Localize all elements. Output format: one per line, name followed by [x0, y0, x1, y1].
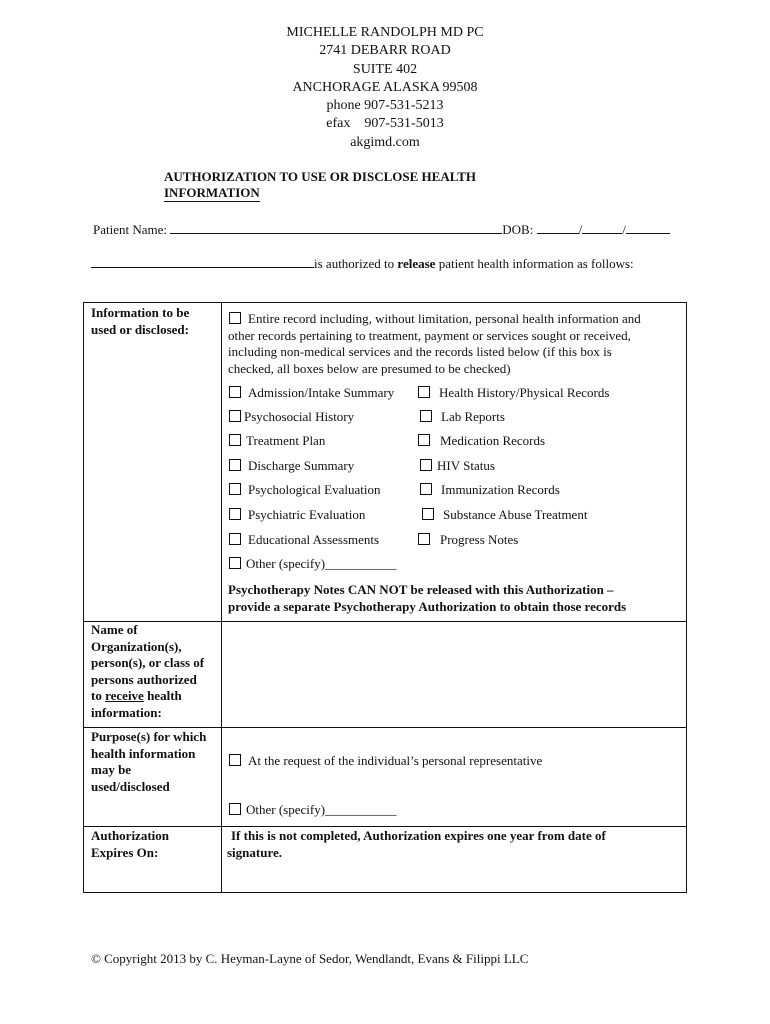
practice-website: akgimd.com [350, 134, 420, 150]
psychotherapy-note-line: provide a separate Psychotherapy Authorization to obtain those records [228, 598, 627, 614]
practice-header [0, 24, 770, 152]
info-used-label-line: used or disclosed: [91, 321, 189, 337]
patient-name-field[interactable] [170, 233, 502, 234]
purpose-label-line: health information [91, 745, 196, 761]
form-title-line2-text: INFORMATION [164, 185, 260, 200]
record-option-immunization [420, 482, 560, 498]
recipient-label-line: person(s), or class of [91, 655, 205, 670]
table-border-right [686, 302, 687, 893]
form-title [164, 169, 476, 202]
practice-name: MICHELLE RANDOLPH MD PC [286, 25, 484, 40]
hiv-checkbox[interactable] [420, 459, 432, 471]
psychotherapy-note [228, 582, 626, 615]
record-option-psychosocial [229, 409, 354, 425]
expires-note-line: If this is not completed, Authorization expires one year from date of [231, 828, 606, 843]
lab-label: Lab Reports [441, 409, 505, 424]
recipient-label-line: Organization(s), [91, 638, 182, 654]
recipient-label-line: information: [91, 704, 162, 720]
record-option-lab [420, 409, 505, 425]
representative-checkbox[interactable] [229, 754, 241, 766]
treatment-plan-label: Treatment Plan [246, 433, 326, 448]
immunization-label: Immunization Records [441, 482, 560, 497]
recipient-field[interactable] [224, 624, 684, 724]
table-border-top [83, 302, 687, 303]
record-option-psychological [229, 482, 381, 498]
record-option-health-history [418, 385, 609, 401]
entire-record-block [228, 311, 641, 377]
substance-label: Substance Abuse Treatment [443, 507, 588, 522]
dob-month-field[interactable] [537, 233, 579, 234]
psychiatric-checkbox[interactable] [229, 508, 241, 520]
purpose-label-line: may be [91, 762, 132, 777]
release-bold-word: release [397, 256, 436, 271]
treatment-plan-checkbox[interactable] [229, 434, 241, 446]
purpose-option-representative [229, 753, 542, 769]
psychological-label: Psychological Evaluation [248, 482, 381, 497]
release-post-text: patient health information as follows: [435, 256, 634, 271]
record-option-hiv [420, 458, 495, 474]
hiv-label: HIV Status [437, 458, 495, 473]
practice-fax: efax 907-531-5013 [326, 116, 444, 132]
practice-street: 2741 DEBARR ROAD [319, 43, 451, 59]
record-option-medication [418, 433, 545, 449]
recipient-receive: receive [105, 688, 144, 703]
patient-name-row [93, 222, 670, 238]
dob-separator: / [578, 222, 583, 237]
psychosocial-checkbox[interactable] [229, 410, 241, 422]
provider-name-field[interactable] [91, 267, 314, 268]
record-option-other [229, 556, 397, 572]
discharge-label: Discharge Summary [248, 458, 355, 473]
record-option-substance [422, 507, 587, 523]
expires-note [227, 828, 606, 861]
copyright-footer: © Copyright 2013 by C. Heyman-Layne of Sedor, Wendlandt, Evans & Filippi LLC [91, 951, 529, 966]
record-option-progress [418, 532, 518, 548]
table-divider-3 [83, 826, 687, 827]
record-option-treatment-plan [229, 433, 325, 449]
expires-note-line: signature. [227, 844, 283, 860]
practice-suite: SUITE 402 [352, 61, 418, 77]
expires-label-line: Authorization [91, 828, 169, 843]
table-column-divider [221, 302, 222, 893]
admission-label: Admission/Intake Summary [248, 385, 395, 400]
recipient-label-line: persons authorized [91, 671, 197, 687]
purpose-label [91, 729, 206, 795]
progress-checkbox[interactable] [418, 533, 430, 545]
lab-checkbox[interactable] [420, 410, 432, 422]
practice-city: ANCHORAGE ALASKA 99508 [292, 79, 478, 95]
progress-label: Progress Notes [440, 532, 519, 547]
other-record-label: Other (specify)___________ [246, 556, 397, 571]
recipient-label [91, 622, 204, 721]
entire-record-text: other records pertaining to treatment, payment or services sought or received, [228, 327, 631, 343]
immunization-checkbox[interactable] [420, 483, 432, 495]
entire-record-text: Entire record including, without limitation, personal health information and [248, 311, 641, 326]
practice-phone: phone 907-531-5213 [326, 98, 444, 114]
table-border-bottom [83, 892, 687, 893]
purpose-option-other [229, 802, 397, 818]
purpose-other-checkbox[interactable] [229, 803, 241, 815]
release-row [91, 256, 634, 272]
info-used-label-line: Information to be [91, 305, 190, 320]
entire-record-text: including non-medical services and the records listed below (if this box is [228, 344, 612, 360]
psychosocial-label: Psychosocial History [244, 409, 355, 424]
dob-year-field[interactable] [626, 233, 670, 234]
table-divider-2 [83, 727, 687, 728]
psychological-checkbox[interactable] [229, 483, 241, 495]
substance-checkbox[interactable] [422, 508, 434, 520]
other-record-checkbox[interactable] [229, 557, 241, 569]
dob-label: DOB: [502, 222, 534, 237]
dob-day-field[interactable] [582, 233, 622, 234]
discharge-checkbox[interactable] [229, 459, 241, 471]
recipient-label-line [91, 688, 204, 705]
entire-record-text: checked, all boxes below are presumed to be checked) [228, 360, 511, 376]
medication-label: Medication Records [440, 433, 546, 448]
educational-label: Educational Assessments [248, 532, 380, 547]
admission-checkbox[interactable] [229, 386, 241, 398]
purpose-other-label: Other (specify)___________ [246, 802, 397, 817]
table-border-left [83, 302, 84, 893]
health-history-checkbox[interactable] [418, 386, 430, 398]
recipient-health: health [143, 688, 182, 703]
psychotherapy-note-line: Psychotherapy Notes CAN NOT be released with this Authorization – [228, 582, 614, 597]
record-option-psychiatric [229, 507, 365, 523]
entire-record-checkbox[interactable] [229, 312, 241, 324]
form-title-line2 [164, 185, 260, 202]
patient-name-label: Patient Name: [93, 222, 168, 237]
record-option-educational [229, 532, 379, 548]
record-option-admission [229, 385, 394, 401]
dob-separator: / [622, 222, 626, 237]
psychiatric-label: Psychiatric Evaluation [248, 507, 366, 522]
purpose-label-line: Purpose(s) for which [91, 729, 207, 744]
info-used-label [91, 305, 189, 338]
health-history-label: Health History/Physical Records [439, 385, 610, 400]
expires-label [91, 828, 169, 861]
educational-checkbox[interactable] [229, 533, 241, 545]
representative-label: At the request of the individual’s personal representative [248, 753, 543, 768]
expires-label-line: Expires On: [91, 844, 159, 860]
purpose-label-line: used/disclosed [91, 778, 170, 794]
record-option-discharge [229, 458, 354, 474]
recipient-to: to [91, 688, 106, 703]
recipient-label-line: Name of [91, 622, 138, 637]
form-title-line1: AUTHORIZATION TO USE OR DISCLOSE HEALTH [164, 169, 476, 184]
release-pre-text: is authorized to [314, 256, 398, 271]
medication-checkbox[interactable] [418, 434, 430, 446]
